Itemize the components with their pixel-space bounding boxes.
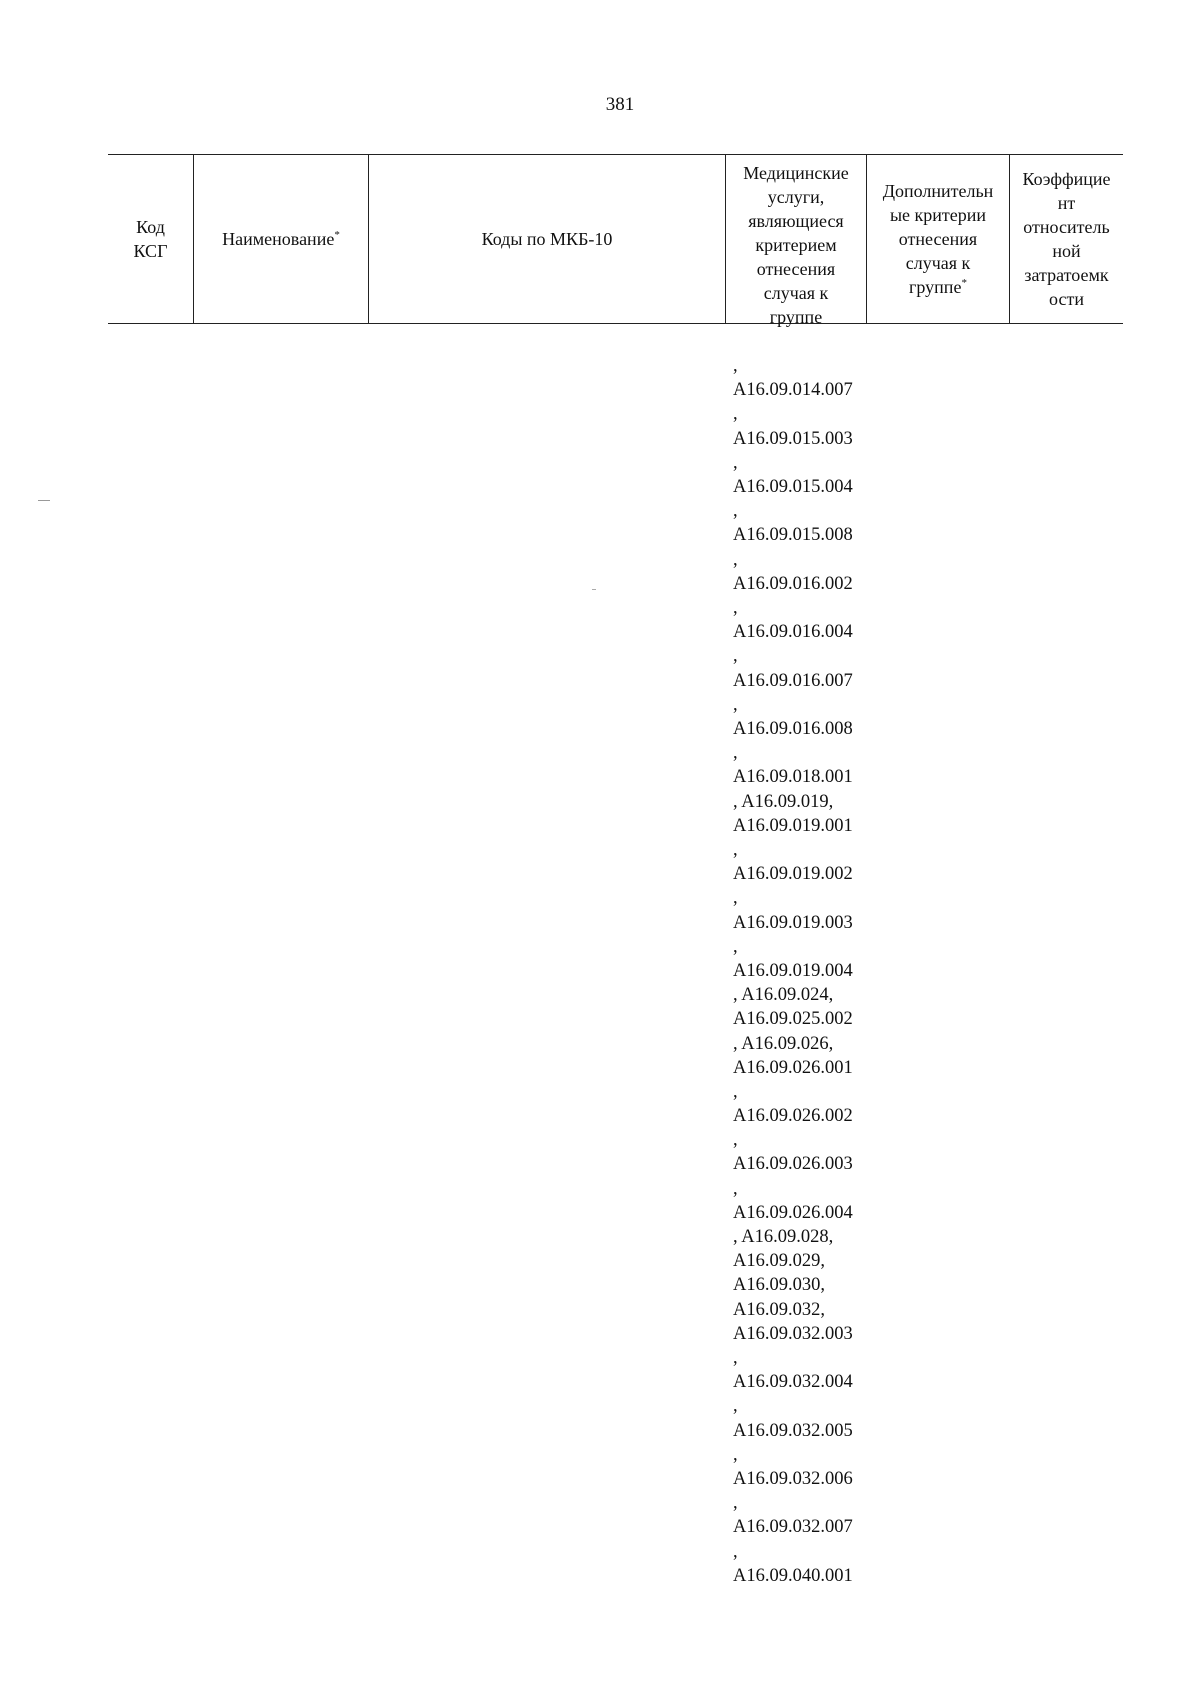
service-code-line: ,	[733, 452, 738, 473]
service-code-line: A16.09.019.003	[733, 912, 853, 933]
service-code-line: A16.09.015.003	[733, 428, 853, 449]
service-code-line: A16.09.019.001	[733, 815, 853, 836]
service-code-line: A16.09.029,	[733, 1251, 825, 1272]
scan-artifact	[38, 500, 50, 501]
header-label-name: Наименование*	[222, 229, 340, 249]
service-code-line: A16.09.014.007	[733, 380, 853, 401]
service-code-line: A16.09.032.006	[733, 1469, 853, 1490]
service-code-line: A16.09.030,	[733, 1275, 825, 1296]
service-code-line: ,	[733, 356, 738, 376]
service-code-line: , A16.09.024,	[733, 985, 834, 1006]
service-code-line: A16.09.032.007	[733, 1517, 853, 1538]
service-code-line: ,	[733, 1493, 738, 1514]
service-code-line: ,	[733, 549, 738, 570]
header-cell-mkb-codes	[368, 155, 725, 323]
service-code-line: ,	[733, 501, 738, 522]
header-cell-name	[193, 155, 368, 323]
service-code-line: A16.09.016.007	[733, 670, 853, 691]
header-cell-medical-services	[725, 155, 866, 327]
header-cell-cost-coefficient	[1009, 155, 1123, 323]
service-code-line: ,	[733, 1178, 738, 1199]
service-code-line: , A16.09.028,	[733, 1227, 834, 1248]
service-code-line: A16.09.026.003	[733, 1154, 853, 1175]
service-code-line: ,	[733, 743, 738, 764]
table-header	[108, 154, 1123, 327]
header-cell-ksg-code	[108, 155, 193, 323]
service-codes-list	[733, 354, 853, 1588]
footnote-mark: *	[961, 277, 967, 289]
service-code-line: A16.09.026.001	[733, 1057, 853, 1078]
header-cell-extra-criteria	[866, 155, 1009, 323]
scan-artifact	[592, 589, 596, 590]
service-code-line: ,	[733, 839, 738, 860]
service-code-line: A16.09.019.004	[733, 960, 853, 981]
header-label-ksg-code: Код КСГ	[133, 217, 168, 261]
service-code-line: ,	[733, 888, 738, 909]
service-code-line: A16.09.025.002	[733, 1009, 853, 1030]
header-label-medical-services: Медицинские услуги, являющиеся критерием отнесения случая к группе	[743, 163, 849, 327]
service-code-line: ,	[733, 1130, 738, 1151]
service-code-line: A16.09.016.008	[733, 718, 853, 739]
service-code-line: ,	[733, 1444, 738, 1465]
service-code-line: A16.09.015.004	[733, 476, 853, 497]
service-code-line: A16.09.016.004	[733, 622, 853, 643]
service-code-line: ,	[733, 646, 738, 667]
service-code-line: A16.09.026.004	[733, 1202, 853, 1223]
service-code-line: , A16.09.026,	[733, 1033, 834, 1054]
service-code-line: ,	[733, 936, 738, 957]
service-code-line: A16.09.015.008	[733, 525, 853, 546]
service-code-line: ,	[733, 1396, 738, 1417]
service-code-line: A16.09.032.003	[733, 1323, 853, 1344]
service-code-line: A16.09.032,	[733, 1299, 825, 1320]
header-label-mkb-codes: Коды по МКБ-10	[481, 229, 613, 249]
service-code-line: A16.09.018.001	[733, 767, 853, 788]
service-code-line: A16.09.026.002	[733, 1106, 853, 1127]
service-code-line: ,	[733, 1081, 738, 1102]
service-code-line: A16.09.016.002	[733, 573, 853, 594]
service-code-line: A16.09.032.005	[733, 1420, 853, 1441]
header-label-extra-criteria: Дополнительн ые критерии отнесения случая к группе*	[882, 181, 994, 297]
service-code-line: ,	[733, 1541, 738, 1562]
service-code-line: , A16.09.019,	[733, 791, 834, 812]
service-code-line: ,	[733, 597, 738, 618]
service-code-line: A16.09.019.002	[733, 864, 853, 885]
page-number: 381	[605, 94, 635, 115]
footnote-mark: *	[334, 229, 340, 241]
header-label-cost-coefficient: Коэффицие нт относитель ной затратоемк ости	[1022, 169, 1111, 309]
service-code-line: ,	[733, 694, 738, 715]
service-code-line: ,	[733, 404, 738, 425]
service-code-line: A16.09.032.004	[733, 1372, 853, 1393]
service-code-line: A16.09.040.001	[733, 1565, 853, 1586]
service-code-line: ,	[733, 1348, 738, 1369]
